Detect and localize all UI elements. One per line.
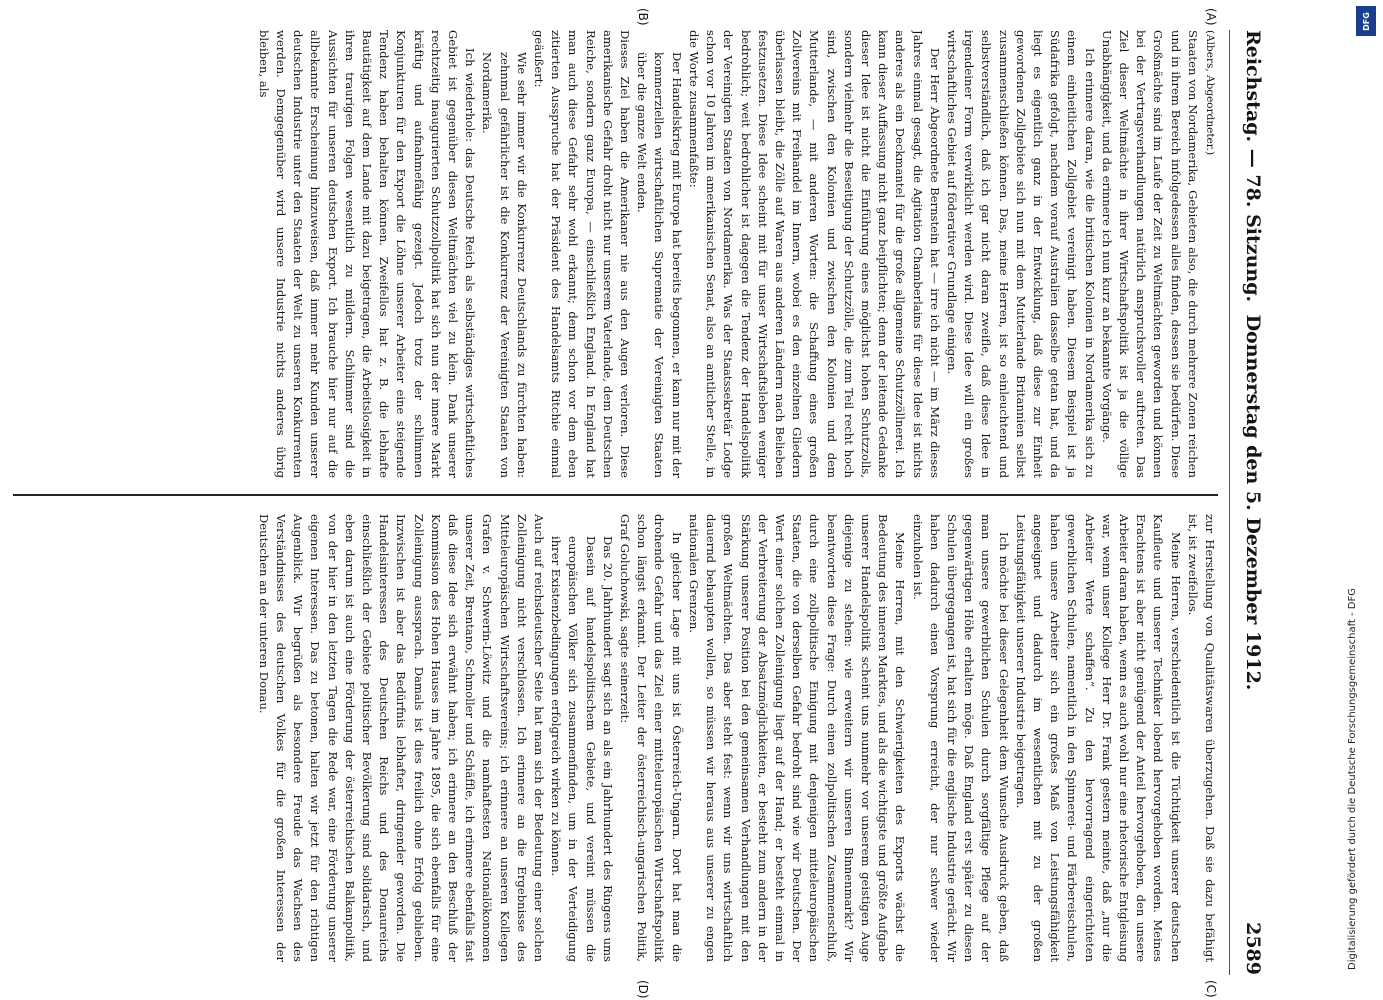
paragraph: Auch auf reichsdeutscher Seite hat man sich der Bedeutung einer solchen Zolleinigung nicht verschlossen. Ich erinnere an die Ergebnisse des Mitteleuropäischen Wirtschaftsvereins; ich erinnere an unseren Kollegen Grafen v. Schwerin-Löwitz und die namhaftesten Nationalökonomen unserer Zeit, Brentano, Schmoller und Schäffle, ich erinnere ebenfalls fast daß diese Idee sich erwähnt haben; ich erinnere an den Beschluß der Kommission des Hohen Hauses im Jahre 1895, die sich ebenfalls für eine Zolleinigung aussprach. Damals ist dies freilich ohne Erfolg geblieben. Inzwischen ist aber das Bedürfnis lebhafter, dringender geworden. Die Handelsinteressen des Deutschen Reichs und des Donaureichs einschließlich der Gebiete politischer Bevölkerung sind solidarisch, und eben darum ist auch eine Förderung der österreichischen Balkanpolitik, von der hier in den letzten Tagen die Rede war, eine Förderung unserer eigenen Interessen. Das zu betonen, halten wir jetzt für den richtigen Augenblick. Wir begrüßen als besondere Freude das Wachsen des Verständnisses des deutschen Volkes für die großen Interessen der Deutschen an der unteren Donau. [256,514,547,962]
speaker-line: (Albers, Abgeordneter.) [1204,30,1216,156]
paragraph: zur Herstellung von Qualitätswaren überzugehen. Daß sie dazu befähigt ist, ist zweifellos. [1185,514,1217,962]
paragraph: Staaten von Nordamerika, Gebieten also, die durch mehrere Zonen reichen und in ihrem Bereich infolgedessen alles finden, dessen sie bedürfen. Diese Großmächte sind im Laufe der Zeit zu Weltmächten geworden und können bei der Vertragsverhandlungen natürlich anspruchsvoller auftreten. Das Ziel dieser Weltmächte in ihrer Wirtschaftspolitik ist ja die völlige Unabhängigkeit, und da erinnere ich nun kurz an bekannte Vorgänge. [1099,30,1200,478]
margin-marker-a: (A) [1204,8,1218,26]
paragraph: Meine Herren, mit den Schwierigkeiten des Exports wächst die Bedeutung des inneren Marktes, und als die wichtigste und größte Aufgabe unserer Handelspolitik scheint uns nunmehr vor unserem geistigen Auge diejenige zu stehen: wie erweitern wir unseren Binnenmarkt? Wir beantworten diese Frage: Durch einen zollpolitischen Zusammenschluß, durch eine zollpolitische Einigung mit denjenigen mitteleuropäischen Staaten, die von derselben Gefahr bedroht sind wie wir Deutschen. Der Wert einer solchen Zolleinigung liegt auf der Hand; er besteht einmal in der Verbreiterung der Absatzmöglichkeiten, er besteht zum andern in der Stärkung unserer Position bei den gemeinsamen Verhandlungen mit den großen Weltmächten. Das aber steht fest: wenn wir uns wirtschaftlich dauernd behaupten wollen, so müssen wir heraus aus unserer zu engen nationalen Grenzen. [686,514,908,962]
header-rule [1229,30,1230,975]
quotation: Der Handelskrieg mit Europa hat bereits begonnen, er kann nur mit der kommerziellen wirtschaftlichen Suprematie der Vereinigten Staaten über die ganze Welt enden. [635,52,684,478]
margin-marker-c: (C) [1204,980,1218,998]
paragraph: Der Herr Abgeordnete Bernstein hat — irre ich nicht — im März dieses Jahres einmal gesagt, die Agitation Chamberlains für diese Idee ist nichts anderes als ein Deckmantel für die große allgemeine Schutzzöllnerei. Ich kann dieser Auffassung nicht ganz beipflichten; denn der leitende Gedanke dieser Idee ist nicht die Einführung eines möglichst hohen Schutzzolls, sondern vielmehr die Beseitigung der Schutzzölle, die zum Teil recht hoch sind, zwischen den Kolonien und zwischen den Kolonien und dem Mutterlande, — mit anderen Worten: die Schaffung eines großen Zollvereins mit Freihandel im Innern, wobei es den einzelnen Gliedern überlassen bleibt, die Zölle auf Waren aus anderen Ländern nach Belieben festzusetzen. Diese Idee scheint mit für unser Wirtschaftsleben weniger bedrohlich; weit bedrohlicher ist dagegen die Tendenz der Handelspolitik der Vereinigten Staaten von Nordamerika. Was der Staatssekretär Lodge schon vor 10 Jahren im amerikanischen Senat, also an amtlicher Stelle, in die Worte zusammenfaßte: [686,30,942,478]
quotation: Das 20. Jahrhundert sagt sich an als ein Jahrhundert des Ringens ums Dasein auf handelspolitischem Gebiete, und vereint müssen die europäischen Völker sich zusammenfinden, um in der Verteidigung ihrer Existenzbedingungen erfolgreich wirken zu können. [549,536,615,962]
right-column [13,514,1218,962]
header-date: Donnerstag den 5. Dezember 1912. [1242,314,1264,691]
credit-text: Digitalisierung gefördert durch die Deutsche Forschungsgemeinschaft - DFG [1347,587,1358,970]
paragraph: Ich erinnere daran, wie die britischen Kolonien in Nordamerika sich zu einem einheitlichen Zollgebiet vereinigt haben. Diesem Beispiel ist ja Südafrika gefolgt, nachdem vorauf Australien dasselbe getan hat, und da liegt es eigentlich ganz in der Entwicklung, daß diese zur Einheit gewordenen Zollgebiete sich nun mit dem Mutterlande Britannien selbst zusammenschließen können. Das, meine Herren, ist so einleuchtend und selbstverständlich, daß ich gar nicht daran zweifle, daß diese Idee in irgendeiner Form verwirklicht werden wird. Diese Idee will ein großes wirtschaftliches Gebiet auf föderativer Grundlage einigen. [944,30,1097,478]
margin-marker-d: (D) [636,980,650,999]
quotation: Wie sehr immer wir die Konkurrenz Deutschlands zu fürchten haben: zehnmal gefährlicher ist die Konkurrenz der Vereinigten Staaten von Nordamerika. [480,52,529,478]
dfg-logo: DFG [1356,6,1376,36]
left-column [13,30,1218,478]
paragraph: Ich wiederhole: das Deutsche Reich als selbständiges wirtschaftliches Gebiet ist gegenüber diesen Weltmächten viel zu klein. Dank unserer rechtzeitig inaugurierten Schutzzollpolitik hat sich nun der innere Markt kräftig und aufnahmefähig gezeigt. Jedoch trotz der schlimmen Konjunkturen für den Export die Löhne unserer Arbeiter eine steigende Tendenz haben behalten können. Zweifellos hat z. B. die lebhafte Bautätigkeit auf dem Lande mit dazu beigetragen, die Arbeitslosigkeit in ihren traurigen Folgen wesentlich zu mildern. Schlimmer sind die Aussichten für unseren deutschen Export. Ich brauche hier nur auf die allbekannte Erscheinung hinzuweisen, daß immer mehr Kunden unserer deutschen Industrie unter den Staaten der Welt zu unseren Konkurrenten werden. Demgegenüber wird unsere Industrie nichts anderes übrig bleiben, als [256,30,478,478]
margin-marker-b: (B) [636,8,650,26]
paragraph: In gleicher Lage mit uns ist Österreich-Ungarn. Dort hat man die drohende Gefahr und das Ziel einer mitteleuropäischen Wirtschaftspolitik schon längst erkannt. Der Leiter der österreichisch-ungarischen Politik, Graf Goluchowski, sagte seinerzeit: [618,514,684,962]
paragraph: Dieses Ziel haben die Amerikaner nie aus den Augen verloren. Diese amerikanische Gefahr droht nicht nur unserem Vaterlande, dem Deutschen Reiche, sondern ganz Europa, — einschließlich England. In England hat man auch diese Gefahr sehr wohl erkannt; denn schon vor dem eben zitierten Ausspruche hat der Präsident des Handelsamts Ritchie einmal geäußert: [532,30,633,478]
column-separator [13,494,1218,496]
paragraph: Ich möchte bei dieser Gelegenheit dem Wunsche Ausdruck geben, daß man unsere gewerblichen Schulen durch sorgfältige Pflege auf der gegenwärtigen Höhe erhalten möge. Daß England erst später zu diesen Schulen übergegangen ist, hat sich für die englische Industrie gerächt. Wir haben dadurch einen Vorsprung erreicht, der nur schwer wieder einzuholen ist. [910,514,1011,962]
page-header [1234,30,1270,975]
digitization-credit [1335,40,1375,980]
page-number: 2589 [1242,922,1264,975]
paragraph: Meine Herren, verschiedentlich ist die Tüchtigkeit unserer deutschen Kaufleute und unserer Techniker lobend hervorgehoben worden. Meines Erachtens ist aber nicht genügend der Anteil hervorgehoben, den unsere Arbeiter daran haben, wenn es auch wohl nur eine rhetorische Entgleisung war, wenn unser Kollege Herr Dr. Frank gestern meinte, daß „nur die Arbeiter Werte schaffen“. Zu den hervorragend eingerichteten gewerblichen Schulen, namentlich in den Spinnerei- und Färbereischulen, haben unsere Arbeiter sich ein großes Maß von Leistungsfähigkeit angeeignet und dadurch im wesentlichen mit zu der großen Leistungsfähigkeit unserer Industrie beigetragen. [1013,514,1183,962]
header-session: Reichstag. — 78. Sitzung. [1242,30,1264,303]
